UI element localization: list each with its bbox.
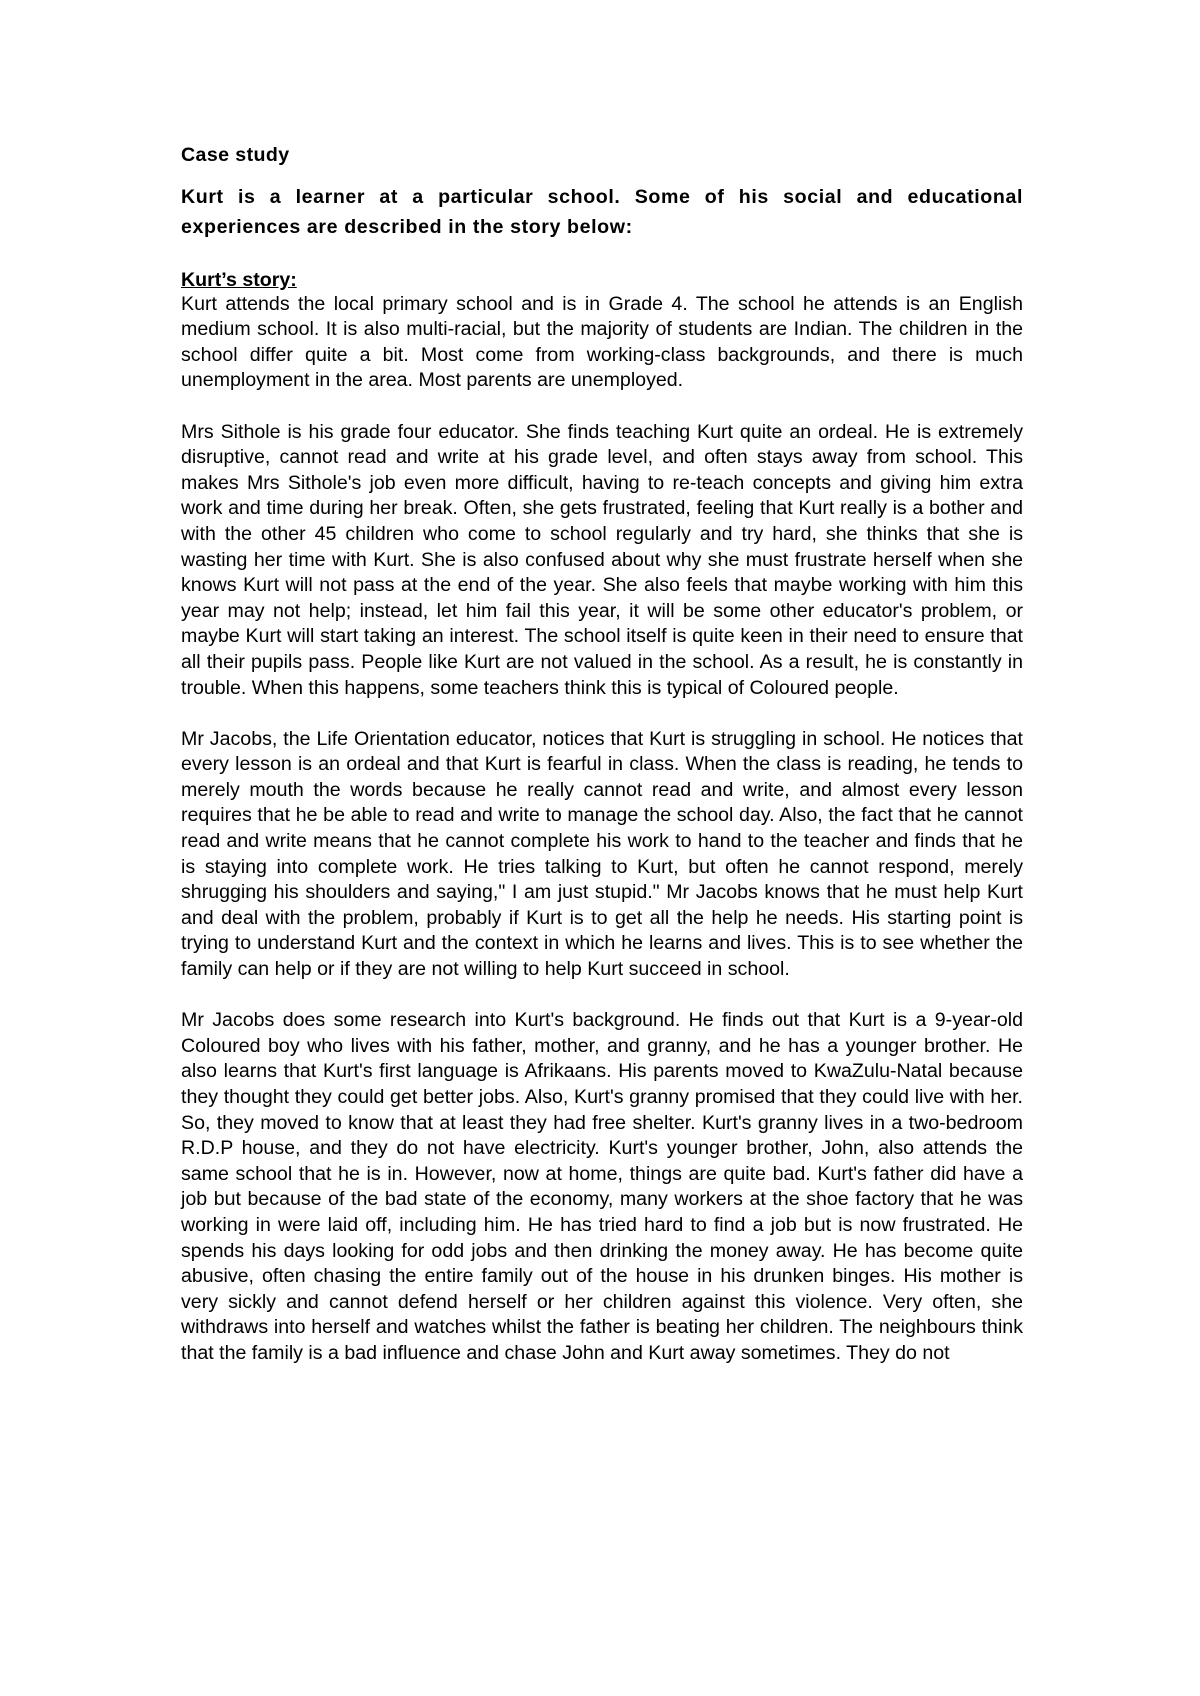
story-paragraph-2: Mrs Sithole is his grade four educator. She finds teaching Kurt quite an ordeal. He is extremely disruptive, cannot read and write at his grade level, and often stays away from school. This makes Mrs Sithole's job even more difficult, having to re-teach concepts and giving him extra work and time during her break. Often, she gets frustrated, feeling that Kurt really is a bother and with the other 45 children who come to school regularly and try hard, she thinks that she is wasting her time with Kurt. She is also confused about why she must frustrate herself when she knows Kurt will not pass at the end of the year. She also feels that maybe working with him this year may not help; instead, let him fail this year, it will be some other educator's problem, or maybe Kurt will start taking an interest. The school itself is quite keen in their need to ensure that all their pupils pass. People like Kurt are not valued in the school. As a result, he is constantly in trouble. When this happens, some teachers think this is typical of Coloured people. <box>181 420 1023 699</box>
intro-text: Kurt is a learner at a particular school. Some of his social and educational experiences are described in the story below: <box>181 185 1023 239</box>
case-study-heading: Case study <box>181 144 290 166</box>
story-paragraph-3: Mr Jacobs, the Life Orientation educator, notices that Kurt is struggling in school. He notices that every lesson is an ordeal and that Kurt is fearful in class. When the class is reading, he tends to merely mouth the words because he really cannot read and write, and almost every lesson requires that he be able to read and write to manage the school day. Also, the fact that he cannot read and write means that he cannot complete his work to hand to the teacher and finds that he is staying into complete work. He tries talking to Kurt, but often he cannot respond, merely shrugging his shoulders and saying," I am just stupid." Mr Jacobs knows that he must help Kurt and deal with the problem, probably if Kurt is to get all the help he needs. His starting point is trying to understand Kurt and the context in which he learns and lives. This is to see whether the family can help or if they are not willing to help Kurt succeed in school. <box>181 727 1023 981</box>
story-paragraph-4: Mr Jacobs does some research into Kurt's background. He finds out that Kurt is a 9-year-old Coloured boy who lives with his father, mother, and granny, and he has a younger brother. He also learns that Kurt's first language is Afrikaans. His parents moved to KwaZulu-Natal because they thought they could get better jobs. Also, Kurt's granny promised that they could live with her. So, they moved to know that at least they had free shelter. Kurt's granny lives in a two-bedroom R.D.P house, and they do not have electricity. Kurt's younger brother, John, also attends the same school that he is in. However, now at home, things are quite bad. Kurt's father did have a job but because of the bad state of the economy, many workers at the shoe factory that he was working in were laid off, including him. He has tried hard to find a job but is now frustrated. He spends his days looking for odd jobs and then drinking the money away. He has become quite abusive, often chasing the entire family out of the house in his drunken binges. His mother is very sickly and cannot defend herself or her children against this violence. Very often, she withdraws into herself and watches whilst the father is beating her children. The neighbours think that the family is a bad influence and chase John and Kurt away sometimes. They do not <box>181 1009 1023 1364</box>
document-body <box>181 143 1023 1392</box>
story-heading: Kurt’s story: <box>181 268 297 291</box>
story-paragraph-1: Kurt attends the local primary school and is in Grade 4. The school he attends is an English medium school. It is also multi-racial, but the majority of students are Indian. The children in the school differ quite a bit. Most come from working-class backgrounds, and there is much unemployment in the area. Most parents are unemployed. <box>181 292 1023 392</box>
